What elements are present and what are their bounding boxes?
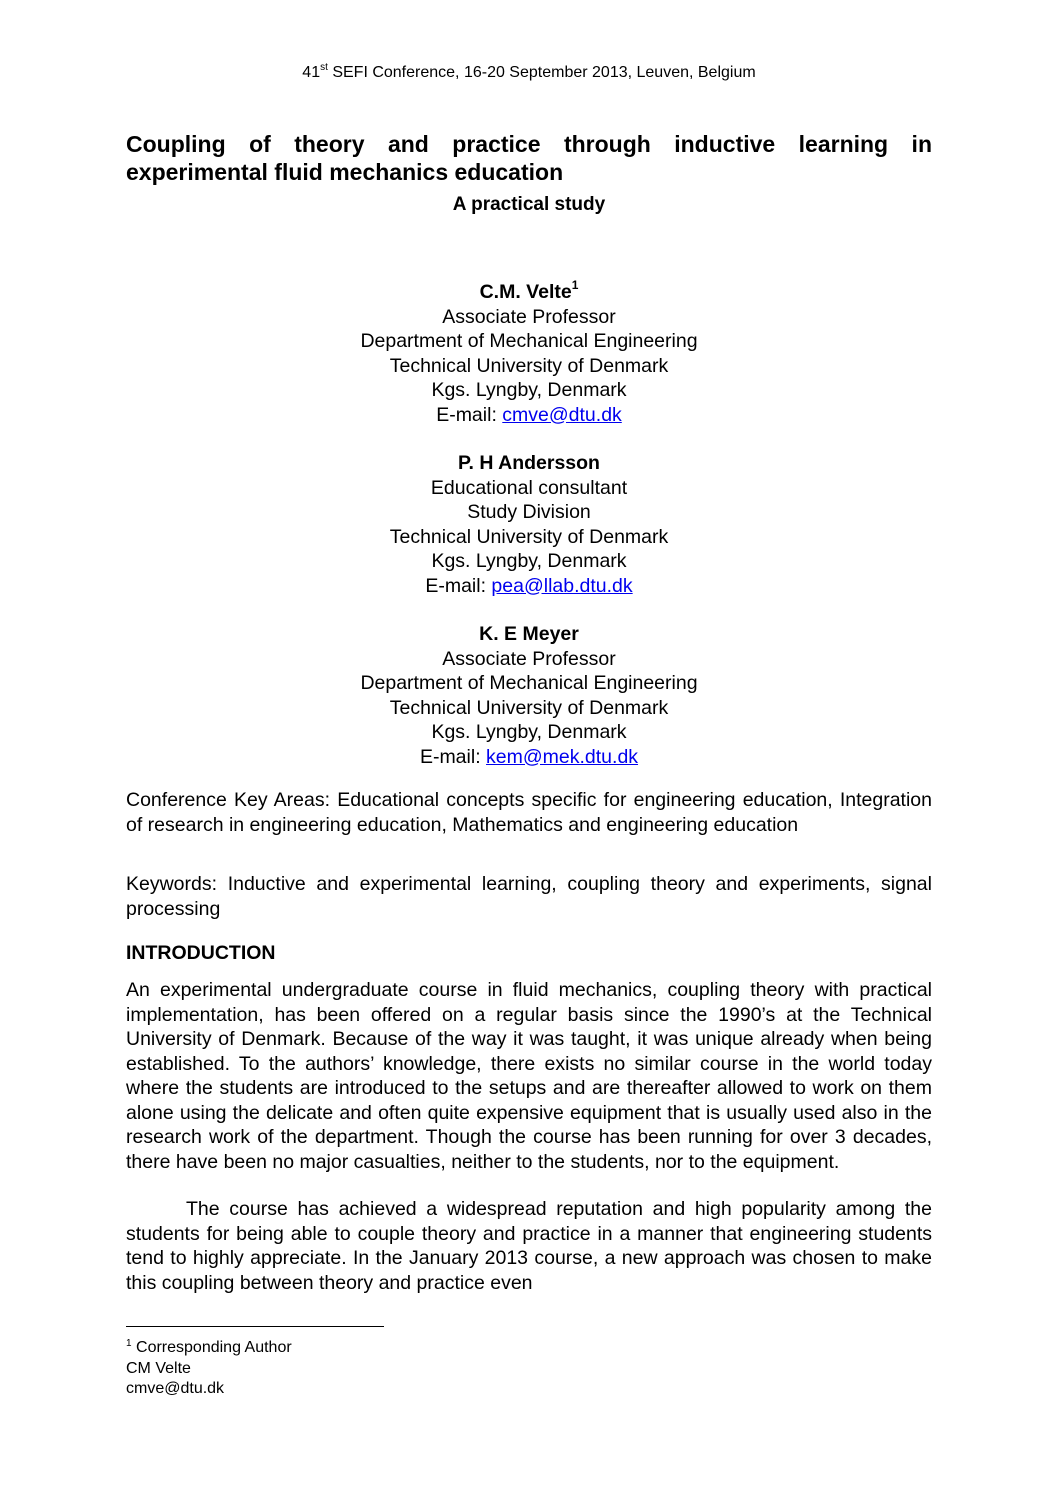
footnote-divider [126, 1326, 384, 1327]
author-email-line [0, 745, 1058, 770]
author-name: C.M. Velte [479, 281, 572, 303]
author-email-line [0, 403, 1058, 428]
author-email-link[interactable]: pea@llab.dtu.dk [491, 574, 633, 597]
author-block [0, 622, 1058, 769]
body-paragraph: An experimental undergraduate course in fluid mechanics, coupling theory with practical implementation, has been offered on a regular basis since the 1990’s at the Technical University of Denmark. Because of the way it was taught, it was unique already when being established. To the authors’ knowledge, there exists no similar course in the world today where the students are introduced to the setups and are thereafter allowed to work on them alone using the delicate and often quite expensive equipment that is usually used also in the research work of the department. Though the course has been running for over 3 decades, there have been no major casualties, neither to the students, nor to the equipment. [126, 979, 932, 1173]
email-label: E-mail: [425, 574, 492, 597]
author-title: Associate Professor [442, 647, 616, 670]
author-email-line [0, 574, 1058, 599]
header-ordinal: 41 [302, 64, 321, 81]
author-title: Educational consultant [430, 476, 628, 499]
email-label: E-mail: [436, 403, 503, 426]
author-institution: Technical University of Denmark [389, 354, 669, 377]
conference-key-areas: Conference Key Areas: Educational concepts specific for engineering education, Integration of research in engineering education, Mathematics and engineering education [126, 789, 932, 836]
author-institution: Technical University of Denmark [389, 525, 669, 548]
author-list [0, 273, 1058, 793]
conference-header [0, 62, 1058, 82]
author-footnote-marker: 1 [571, 278, 579, 292]
author-department: Department of Mechanical Engineering [360, 330, 698, 352]
email-label: E-mail: [419, 745, 487, 768]
paper-subtitle: A practical study [452, 194, 606, 215]
author-location: Kgs. Lyngby, Denmark [431, 550, 627, 572]
author-block [0, 451, 1058, 598]
author-department: Department of Mechanical Engineering [360, 672, 698, 694]
body-paragraph: The course has achieved a widespread reputation and high popularity among the students for being able to couple theory and practice in a manner that engineering students tend to highly appreciate. In the January 2013 course, a new approach was chosen to make this coupling between theory and practice even [126, 1198, 932, 1294]
paper-title: Coupling of theory and practice through inductive learning in experimental fluid mechanics education [126, 131, 932, 185]
keywords: Keywords: Inductive and experimental learning, coupling theory and experiments, signal processing [126, 873, 932, 920]
footnote-marker: 1 [126, 1338, 132, 1349]
author-institution: Technical University of Denmark [389, 696, 669, 719]
author-email-link[interactable]: kem@mek.dtu.dk [486, 745, 639, 768]
author-title: Associate Professor [442, 305, 616, 328]
header-ordinal-suffix: st [320, 62, 328, 73]
author-email-link[interactable]: cmve@dtu.dk [502, 403, 622, 426]
author-block [0, 273, 1058, 427]
footnote-text: Corresponding Author [136, 1339, 292, 1356]
footnote-author: CM Velte [126, 1359, 191, 1377]
author-name: P. H Andersson [458, 452, 600, 474]
footnote-email: cmve@dtu.dk [126, 1380, 225, 1397]
author-location: Kgs. Lyngby, Denmark [431, 721, 627, 743]
footnote [126, 1334, 292, 1400]
header-text: SEFI Conference, 16-20 September 2013, Leuven, Belgium [327, 64, 756, 81]
author-location: Kgs. Lyngby, Denmark [431, 379, 627, 401]
author-department: Study Division [467, 501, 591, 523]
section-heading: INTRODUCTION [126, 942, 276, 964]
author-name: K. E Meyer [479, 623, 579, 645]
